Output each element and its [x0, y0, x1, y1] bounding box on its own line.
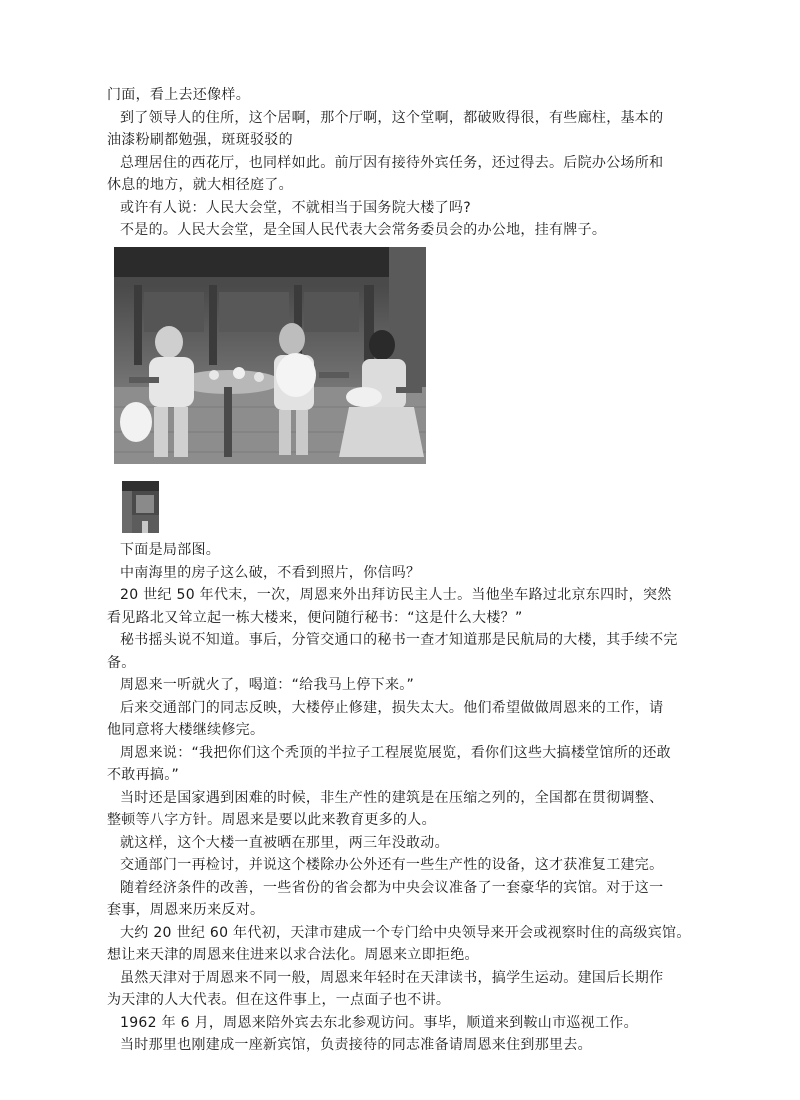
text-line: 当时那里也刚建成一座新宾馆，负责接待的同志准备请周恩来住到那里去。: [120, 1037, 592, 1053]
text-line: 备。: [107, 654, 136, 671]
text-line: 交通部门一再检讨，并说这个楼除办公外还有一些生产性的设备，这才获准复工建完。: [120, 857, 664, 873]
text-line: 虽然天津对于周恩来不同一般，周恩来年轻时在天津读书，搞学生运动。建国后长期作: [120, 969, 664, 986]
photo-detail-thumbnail: [122, 481, 159, 533]
text-line: 中南海里的房子这么破，不看到照片，你信吗？: [120, 564, 421, 581]
text-line: 大约 20 世纪 60 年代初，天津市建成一个专门给中央领导来开会或视察时住的高级宾馆。: [120, 924, 691, 941]
text-line: 为天津的人大代表。但在这件事上，一点面子也不讲。: [107, 992, 451, 1008]
text-line: 门面，看上去还像样。: [107, 87, 250, 103]
text-line: 不敢再搞。”: [107, 767, 180, 783]
text-line: 1962 年 6 月，周恩来陪外宾去东北参观访问。事毕，顺道来到鞍山市巡视工作。: [120, 1014, 638, 1031]
text-block-top: [0, 84, 663, 242]
text-line: 后来交通部门的同志反映，大楼停止修建，损失太大。他们希望做做周恩来的工作，请: [120, 699, 664, 716]
text-line: 套事，周恩来历来反对。: [107, 902, 265, 918]
text-line: 休息的地方，就大相径庭了。: [107, 177, 293, 193]
text-line: 看见路北又耸立起一栋大楼来，便问随行秘书：“这是什么大楼？”: [107, 609, 523, 626]
text-line: 20 世纪 50 年代末，一次，周恩来外出拜访民主人士。当他坐车路过北京东四时，突然: [120, 587, 672, 603]
text-line: 周恩来说：“我把你们这个秃顶的半拉子工程展览展览，看你们这些大搞楼堂馆所的还敢: [120, 744, 671, 761]
text-line: 不是的。人民大会堂，是全国人民代表大会常务委员会的办公地，挂有牌子。: [120, 222, 607, 238]
text-line: 下面是局部图。: [120, 542, 221, 558]
text-block-bottom: [0, 539, 691, 1057]
text-line: 他同意将大楼继续修完。: [107, 722, 265, 738]
text-line: 想让来天津的周恩来住进来以求合法化。周恩来立即拒绝。: [107, 947, 479, 963]
photo-leaders-at-table: [114, 247, 426, 464]
text-line: 就这样，这个大楼一直被晒在那里，两三年没敢动。: [120, 834, 449, 851]
text-line: 总理居住的西花厅，也同样如此。前厅因有接待外宾任务，还过得去。后院办公场所和: [120, 154, 664, 171]
text-line: 秘书摇头说不知道。事后，分管交通口的秘书一查才知道那是民航局的大楼，其手续不完: [120, 632, 678, 648]
text-line: 整顿等八字方针。周恩来是要以此来教育更多的人。: [107, 812, 436, 828]
text-line: 或许有人说：人民大会堂，不就相当于国务院大楼了吗?: [120, 199, 471, 216]
text-line: 到了领导人的住所，这个居啊，那个厅啊，这个堂啊，都破败得很，有些廊柱，基本的: [120, 109, 664, 126]
text-line: 随着经济条件的改善，一些省份的省会都为中央会议准备了一套豪华的宾馆。对于这一: [120, 879, 664, 896]
text-line: 油漆粉刷都勉强，斑斑驳驳的: [107, 132, 293, 148]
text-line: 当时还是国家遇到困难的时候，非生产性的建筑是在压缩之列的，全国都在贯彻调整、: [120, 789, 664, 806]
text-line: 周恩来一听就火了，喝道：“给我马上停下来。”: [120, 677, 415, 693]
